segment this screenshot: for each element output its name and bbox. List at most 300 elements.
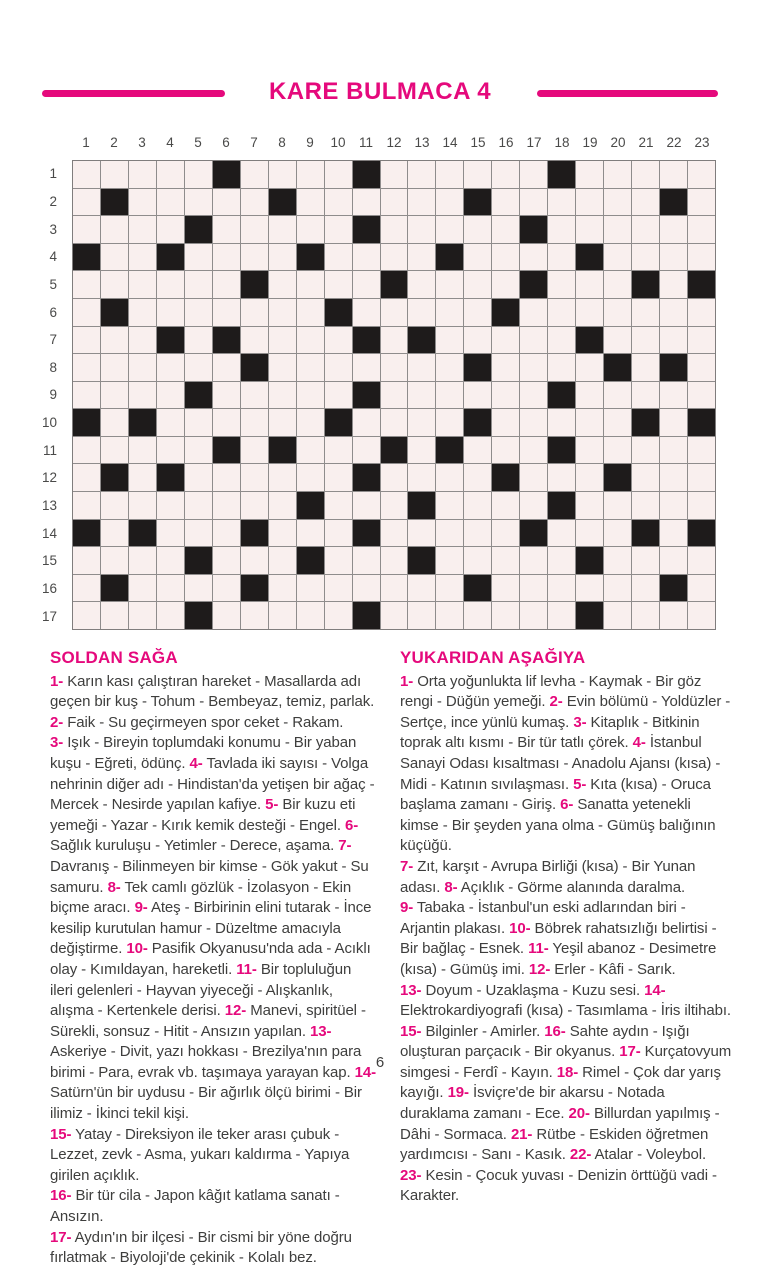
clue-text: Yeşil abanoz - Desimetre (kısa) - Gümüş imi.	[400, 940, 717, 978]
grid-cell	[241, 464, 268, 491]
grid-cell	[520, 354, 547, 381]
grid-cell	[101, 271, 128, 298]
grid-cell-black	[632, 409, 659, 436]
grid-cell	[73, 354, 100, 381]
grid-cell	[325, 244, 352, 271]
column-label: 3	[138, 135, 146, 150]
page-number: 6	[375, 1054, 385, 1071]
grid-cell	[213, 216, 240, 243]
grid-cell	[520, 161, 547, 188]
grid-cell	[241, 437, 268, 464]
grid-cell-black	[520, 271, 547, 298]
grid-cell	[297, 464, 324, 491]
row-label: 11	[42, 442, 57, 458]
grid-cell	[520, 602, 547, 629]
grid-cell	[604, 216, 631, 243]
grid-cell	[157, 189, 184, 216]
grid-cell	[129, 299, 156, 326]
grid-cell	[353, 299, 380, 326]
grid-cell	[632, 354, 659, 381]
grid-cell-black	[101, 299, 128, 326]
grid-cell-black	[353, 520, 380, 547]
grid-cell	[269, 520, 296, 547]
grid-cell	[660, 327, 687, 354]
grid-cell	[408, 354, 435, 381]
clue-text: Doyum - Uzaklaşma - Kuzu sesi.	[421, 981, 645, 999]
grid-cell	[325, 547, 352, 574]
grid-cell	[185, 299, 212, 326]
grid-cell	[408, 409, 435, 436]
clue-text: Ateş - Birbirinin elini tutarak - İnce kesilip kurutulan hamur - Düzeltme amacıyla değiştirme.	[50, 899, 372, 958]
grid-cell	[353, 244, 380, 271]
grid-cell-black	[353, 464, 380, 491]
grid-cell	[101, 382, 128, 409]
clue-text: Sanatta yetenekli kimse - Bir şeyden yana olma - Gümüş balığının küçüğü.	[400, 796, 716, 855]
grid-cell	[632, 437, 659, 464]
grid-cell	[464, 437, 491, 464]
grid-cell	[492, 354, 519, 381]
grid-cell	[129, 244, 156, 271]
grid-cell	[269, 299, 296, 326]
grid-cell	[548, 409, 575, 436]
grid-cell	[548, 244, 575, 271]
grid-cell	[464, 602, 491, 629]
grid-cell	[548, 354, 575, 381]
grid-cell-black	[297, 244, 324, 271]
grid-cell	[632, 299, 659, 326]
clue-text: Karın kası çalıştıran hareket - Masallarda adı geçen bir kuş - Tohum - Bembeyaz, temiz, parlak.	[50, 672, 375, 711]
grid-cell-black	[604, 354, 631, 381]
clue-number: 7-	[338, 837, 352, 855]
grid-cell	[660, 547, 687, 574]
grid-cell	[408, 437, 435, 464]
clue-text: Bir topluluğun ileri gelenleri - Hayvan yiyeceği - Alışkanlık, alışma - Kertenkele derisi.	[50, 960, 352, 1020]
grid-cell	[269, 327, 296, 354]
grid-cell	[269, 216, 296, 243]
grid-cell	[464, 271, 491, 298]
grid-cell	[492, 437, 519, 464]
clue-number: 22-	[569, 1146, 592, 1164]
grid-cell	[241, 216, 268, 243]
clue-text: Bir kuzu eti yemeği - Yazar - Kırık kemik desteği - Engel.	[50, 796, 356, 834]
grid-cell	[101, 492, 128, 519]
row-label: 5	[49, 276, 57, 292]
grid-cell	[241, 492, 268, 519]
grid-cell	[381, 382, 408, 409]
across-clues-section	[50, 648, 378, 1269]
grid-cell	[408, 244, 435, 271]
clue-text: Elektrokardiyografi (kısa) - Tasımlama - İris iltihabı.	[400, 1002, 731, 1020]
grid-cell	[269, 547, 296, 574]
grid-cell-black	[688, 409, 715, 436]
grid-cell	[576, 161, 603, 188]
grid-cell	[157, 299, 184, 326]
grid-cell	[436, 575, 463, 602]
grid-cell	[604, 299, 631, 326]
grid-cell	[157, 602, 184, 629]
clue-text: Pasifik Okyanusu'nda ada - Acıklı olay - Kımıldayan, hareketli.	[50, 940, 371, 978]
grid-cell	[185, 354, 212, 381]
clue-number: 17-	[619, 1043, 641, 1061]
grid-cell	[73, 216, 100, 243]
clue-number: 13-	[400, 981, 422, 999]
grid-cell	[576, 189, 603, 216]
grid-cell	[73, 382, 100, 409]
grid-cell	[101, 520, 128, 547]
grid-cell-black	[576, 244, 603, 271]
row-label: 4	[49, 249, 57, 265]
grid-cell-black	[325, 409, 352, 436]
grid-cell-black	[660, 189, 687, 216]
clue-number: 11-	[528, 940, 549, 958]
grid-cell	[492, 520, 519, 547]
grid-cell	[464, 520, 491, 547]
grid-cell	[576, 464, 603, 491]
grid-cell	[436, 409, 463, 436]
clue-text: Sağlık kuruluşu - Yetimler - Derece, aşama.	[50, 837, 339, 855]
grid-cell	[213, 244, 240, 271]
clue-number: 16-	[50, 1187, 72, 1205]
grid-cell	[381, 354, 408, 381]
grid-cell	[688, 161, 715, 188]
clue-number: 18-	[556, 1063, 579, 1081]
grid-cell	[269, 354, 296, 381]
grid-cell-black	[269, 437, 296, 464]
grid-cell	[604, 189, 631, 216]
grid-cell-black	[492, 464, 519, 491]
grid-cell	[325, 161, 352, 188]
grid-cell	[297, 409, 324, 436]
grid-cell	[269, 575, 296, 602]
grid-cell	[381, 547, 408, 574]
grid-cell	[325, 271, 352, 298]
grid-cell	[297, 602, 324, 629]
grid-cell	[436, 492, 463, 519]
grid-cell-black	[353, 602, 380, 629]
grid-cell-black	[101, 464, 128, 491]
grid-cell	[129, 327, 156, 354]
grid-cell	[157, 437, 184, 464]
grid-cell	[660, 244, 687, 271]
grid-cell	[213, 382, 240, 409]
grid-cell	[688, 464, 715, 491]
grid-cell	[73, 437, 100, 464]
grid-cell	[492, 161, 519, 188]
grid-cell-black	[408, 492, 435, 519]
clue-number: 5-	[265, 796, 279, 814]
grid-cell-black	[381, 437, 408, 464]
grid-cell	[604, 161, 631, 188]
clue-text: Billurdan yapılmış - Dâhi - Sormaca.	[400, 1105, 720, 1143]
column-label: 21	[638, 135, 654, 150]
grid-cell	[576, 299, 603, 326]
grid-cell-black	[157, 327, 184, 354]
grid-cell-black	[241, 354, 268, 381]
grid-cell	[213, 271, 240, 298]
grid-cell	[408, 271, 435, 298]
grid-cell	[548, 464, 575, 491]
grid-cell	[241, 602, 268, 629]
grid-cell	[353, 271, 380, 298]
grid-cell	[436, 161, 463, 188]
grid-cell	[129, 547, 156, 574]
grid-cell-black	[213, 437, 240, 464]
grid-cell	[269, 244, 296, 271]
grid-cell	[436, 189, 463, 216]
grid-cell	[464, 299, 491, 326]
grid-cell	[436, 464, 463, 491]
column-label: 6	[222, 135, 230, 150]
grid-cell	[129, 382, 156, 409]
clue-text: Sahte aydın - Işığı oluşturan parçacık - Bir okyanus.	[400, 1022, 690, 1061]
grid-cell	[632, 189, 659, 216]
clue-number: 16-	[544, 1022, 566, 1040]
grid-cell	[353, 575, 380, 602]
grid-cell	[548, 547, 575, 574]
grid-cell	[548, 327, 575, 354]
clue-text: Manevi, spiritüel - Sürekli, sonsuz - Hitit - Ansızın yapılan.	[50, 1002, 366, 1040]
column-label: 9	[306, 135, 314, 150]
grid-cell	[408, 464, 435, 491]
column-label: 7	[250, 135, 258, 150]
grid-cell-black	[604, 464, 631, 491]
clue-text: Böbrek rahatsızlığı belirtisi - Bir bağlaç - Esnek.	[400, 919, 717, 958]
grid-cell	[576, 437, 603, 464]
grid-cell	[436, 327, 463, 354]
grid-cell	[436, 216, 463, 243]
clue-number: 8-	[107, 878, 121, 896]
clue-text: Atalar - Voleybol.	[591, 1146, 707, 1164]
column-label: 11	[358, 135, 373, 150]
grid-cell	[241, 244, 268, 271]
grid-cell	[632, 216, 659, 243]
row-label: 9	[49, 387, 57, 403]
grid-cell	[241, 409, 268, 436]
grid-cell	[101, 409, 128, 436]
grid-cell	[353, 189, 380, 216]
grid-cell	[101, 437, 128, 464]
grid-cell	[381, 189, 408, 216]
grid-cell-black	[548, 382, 575, 409]
grid-cell	[185, 409, 212, 436]
grid-cell	[604, 602, 631, 629]
grid-cell-black	[129, 520, 156, 547]
grid-cell	[129, 216, 156, 243]
grid-cell-black	[157, 244, 184, 271]
grid-cell-black	[520, 520, 547, 547]
grid-cell-black	[73, 520, 100, 547]
row-label: 10	[41, 415, 57, 431]
grid-cell	[408, 520, 435, 547]
grid-cell	[297, 327, 324, 354]
grid-cell	[408, 216, 435, 243]
grid-cell	[325, 382, 352, 409]
clue-text: Rimel - Çok dar yarış kayığı.	[400, 1063, 721, 1102]
grid-cell	[408, 382, 435, 409]
clue-number: 4-	[189, 754, 203, 772]
clue-text: Yatay - Direksiyon ile teker arası çubuk - Lezzet, zevk - Asma, yukarı kaldırma - Yapıya girilen açıklık.	[50, 1125, 350, 1184]
grid-cell	[632, 575, 659, 602]
grid-cell-black	[185, 216, 212, 243]
grid-cell	[660, 271, 687, 298]
grid-cell	[157, 271, 184, 298]
grid-cell	[688, 437, 715, 464]
grid-cell	[436, 354, 463, 381]
grid-cell	[381, 602, 408, 629]
row-label: 17	[41, 608, 57, 624]
clue-number: 20-	[568, 1105, 590, 1123]
clue-number: 13-	[309, 1022, 332, 1040]
grid-cell	[464, 382, 491, 409]
grid-cell	[381, 520, 408, 547]
clue-text: Kesin - Çocuk yuvası - Denizin örttüğü vadi - Karakter.	[400, 1166, 717, 1205]
grid-cell-black	[185, 547, 212, 574]
grid-cell	[520, 244, 547, 271]
grid-cell	[157, 575, 184, 602]
row-label: 8	[49, 359, 57, 375]
clue-number: 12-	[528, 960, 551, 978]
grid-cell	[185, 437, 212, 464]
crossword-grid	[72, 160, 716, 630]
clue-number: 9-	[400, 899, 414, 917]
clue-number: 1-	[50, 672, 64, 690]
grid-cell	[73, 602, 100, 629]
column-label: 4	[166, 135, 174, 150]
grid-cell	[381, 299, 408, 326]
grid-cell-black	[297, 547, 324, 574]
grid-cell	[408, 189, 435, 216]
grid-cell	[492, 216, 519, 243]
grid-cell	[520, 409, 547, 436]
grid-cell	[73, 271, 100, 298]
clue-number: 7-	[400, 857, 414, 875]
clue-text: Orta yoğunlukta lif levha - Kaymak - Bir göz rengi - Düğün yemeği.	[400, 672, 702, 711]
title-rule-right	[537, 90, 718, 97]
column-label: 18	[554, 135, 570, 150]
grid-cell-black	[688, 271, 715, 298]
clue-text: Erler - Kâfi - Sarık.	[550, 960, 676, 978]
column-label: 8	[278, 135, 286, 150]
grid-cell-black	[269, 189, 296, 216]
clue-number: 21-	[510, 1125, 533, 1143]
clue-text: İstanbul Sanayi Odası kısaltması - Anadolu Ajansı (kısa) - Midi - Katının sıvılaşması.	[400, 734, 721, 793]
grid-cell	[297, 575, 324, 602]
grid-cell	[213, 299, 240, 326]
grid-cell	[604, 244, 631, 271]
column-label: 2	[110, 135, 118, 150]
column-label: 14	[442, 135, 458, 150]
grid-cell	[101, 327, 128, 354]
grid-cell	[576, 492, 603, 519]
clue-text: Aydın'ın bir ilçesi - Bir cismi bir yöne doğru fırlatmak - Biyoloji'de çekinik - Kolalı bez.	[50, 1228, 352, 1267]
grid-cell-black	[353, 216, 380, 243]
column-label: 22	[666, 135, 682, 150]
grid-cell	[632, 492, 659, 519]
grid-cell	[436, 382, 463, 409]
grid-cell	[576, 575, 603, 602]
grid-cell	[660, 216, 687, 243]
grid-cell	[73, 547, 100, 574]
grid-cell-black	[464, 575, 491, 602]
grid-cell	[464, 216, 491, 243]
row-label: 3	[49, 221, 57, 237]
grid-cell	[129, 161, 156, 188]
grid-cell	[353, 437, 380, 464]
grid-cell	[492, 271, 519, 298]
column-label: 15	[470, 135, 486, 150]
grid-cell	[269, 382, 296, 409]
column-label: 19	[582, 135, 598, 150]
grid-cell	[604, 382, 631, 409]
grid-cell	[381, 575, 408, 602]
grid-cell	[492, 492, 519, 519]
grid-cell-black	[185, 382, 212, 409]
clue-number: 4-	[632, 734, 646, 752]
grid-cell	[269, 271, 296, 298]
grid-cell-black	[101, 189, 128, 216]
grid-cell	[185, 520, 212, 547]
grid-cell	[101, 216, 128, 243]
clue-text: Satürn'ün bir uydusu - Bir ağırlık ölçü birimi - Bir ilimiz - İkinci tekil kişi.	[50, 1084, 362, 1123]
grid-cell	[576, 216, 603, 243]
grid-cell	[73, 161, 100, 188]
grid-cell	[73, 299, 100, 326]
grid-cell-black	[73, 244, 100, 271]
grid-cell	[213, 575, 240, 602]
grid-cell	[297, 271, 324, 298]
grid-cell	[576, 271, 603, 298]
row-label: 15	[41, 553, 57, 569]
grid-cell	[464, 244, 491, 271]
grid-cell	[688, 244, 715, 271]
grid-cell	[269, 492, 296, 519]
grid-cell	[464, 464, 491, 491]
grid-cell-black	[297, 492, 324, 519]
clue-text: Kurçatovyum simgesi - Ferdî - Kayın.	[400, 1043, 732, 1081]
clue-number: 8-	[444, 878, 458, 896]
grid-cell	[492, 575, 519, 602]
clue-number: 14-	[354, 1063, 376, 1081]
grid-cell-black	[548, 161, 575, 188]
grid-cell	[520, 382, 547, 409]
grid-cell	[492, 547, 519, 574]
grid-cell-black	[576, 327, 603, 354]
column-label: 12	[386, 135, 402, 150]
grid-cell	[436, 520, 463, 547]
grid-cell	[688, 354, 715, 381]
clue-number: 11-	[236, 960, 257, 978]
grid-cell	[576, 409, 603, 436]
clue-text: Kitaplık - Bitkinin toprak altı kısmı - Bir tür tatlı çörek.	[400, 713, 700, 752]
grid-row-labels	[38, 160, 64, 630]
grid-cell	[436, 271, 463, 298]
grid-cell	[185, 464, 212, 491]
clue-text: Tabaka - İstanbul'un eski adlarından biri - Arjantin plakası.	[400, 899, 686, 937]
grid-cell	[576, 354, 603, 381]
grid-cell	[604, 547, 631, 574]
grid-cell	[660, 299, 687, 326]
clue-number: 10-	[126, 940, 148, 958]
grid-cell	[129, 271, 156, 298]
grid-cell	[325, 575, 352, 602]
grid-cell	[185, 189, 212, 216]
grid-cell	[129, 354, 156, 381]
grid-cell	[213, 520, 240, 547]
grid-cell	[520, 437, 547, 464]
grid-cell	[548, 216, 575, 243]
grid-cell	[101, 244, 128, 271]
grid-cell	[688, 492, 715, 519]
